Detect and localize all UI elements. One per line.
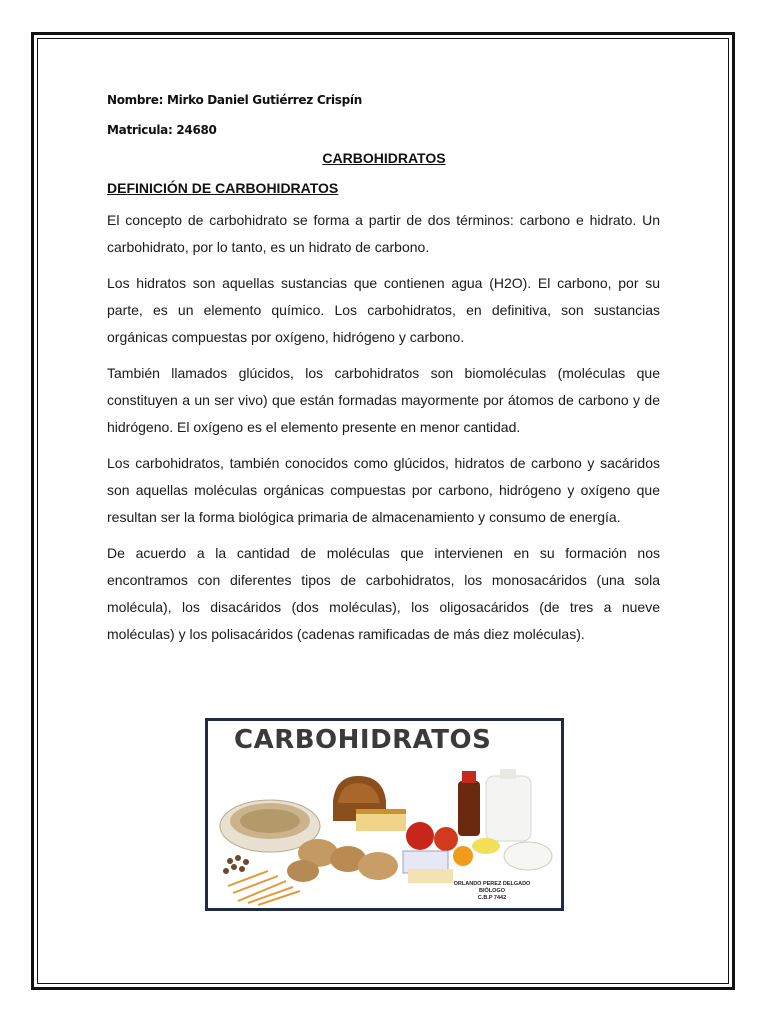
cake-icon [356, 809, 406, 831]
student-name: Nombre: Mirko Daniel Gutiérrez Crispín [107, 93, 362, 107]
milk-jug-icon [486, 769, 531, 841]
beans-icon [223, 855, 249, 874]
paragraph: También llamados glúcidos, los carbohidratos son biomoléculas (moléculas que constituyen a un ser vivo) que están formadas mayormente por átomos de carbono y de hidrógeno. El oxígeno es el elemento presente en menor cantidad. [107, 365, 660, 435]
image-credit [437, 881, 547, 902]
credit-id: C.B.P 7442 [477, 895, 507, 901]
paragraph: Los carbohidratos, también conocidos como glúcidos, hidratos de carbono y sacáridos son aquellas moléculas orgánicas compuestas por carbono, hidrógeno y oxígeno que resultan ser la forma biológica primaria de almacenamiento y consumo de energía. [107, 455, 660, 525]
body-text [107, 207, 660, 657]
syrup-bottle-icon [458, 771, 480, 836]
paragraph: De acuerdo a la cantidad de moléculas que intervienen en su formación nos encontramos con diferentes tipos de carbohidratos, los monosacáridos (una sola molécula), los disacáridos (dos moléculas), los oligosacáridos (de tres a nueve moléculas) y los polisacáridos (cadenas ramificadas de más diez moléculas). [107, 545, 660, 642]
sugar-bowl-icon [504, 842, 552, 870]
credit-role: BIÓLOGO [479, 888, 505, 894]
paragraph: El concepto de carbohidrato se forma a partir de dos términos: carbono e hidrato. Un carbohidrato, por lo tanto, es un hidrato de carbono. [107, 212, 660, 255]
food-illustration [208, 721, 561, 908]
candy-box-icon [403, 851, 453, 883]
paragraph: Los hidratos son aquellas sustancias que contienen agua (H2O). El carbono, por su parte, es un elemento químico. Los carbohidratos, en definitiva, son sustancias orgánicas compuestas por oxígeno, hidrógeno y carbono. [107, 275, 660, 345]
potatoes-icon [287, 839, 398, 882]
carbohydrates-image [205, 718, 564, 911]
section-heading: DEFINICIÓN DE CARBOHIDRATOS [107, 180, 339, 196]
image-title: CARBOHIDRATOS [234, 725, 492, 755]
credit-name: ORLANDO PEREZ DELGADO [453, 881, 531, 887]
student-id: Matricula: 24680 [107, 123, 217, 137]
page-title: CARBOHIDRATOS [322, 150, 446, 166]
